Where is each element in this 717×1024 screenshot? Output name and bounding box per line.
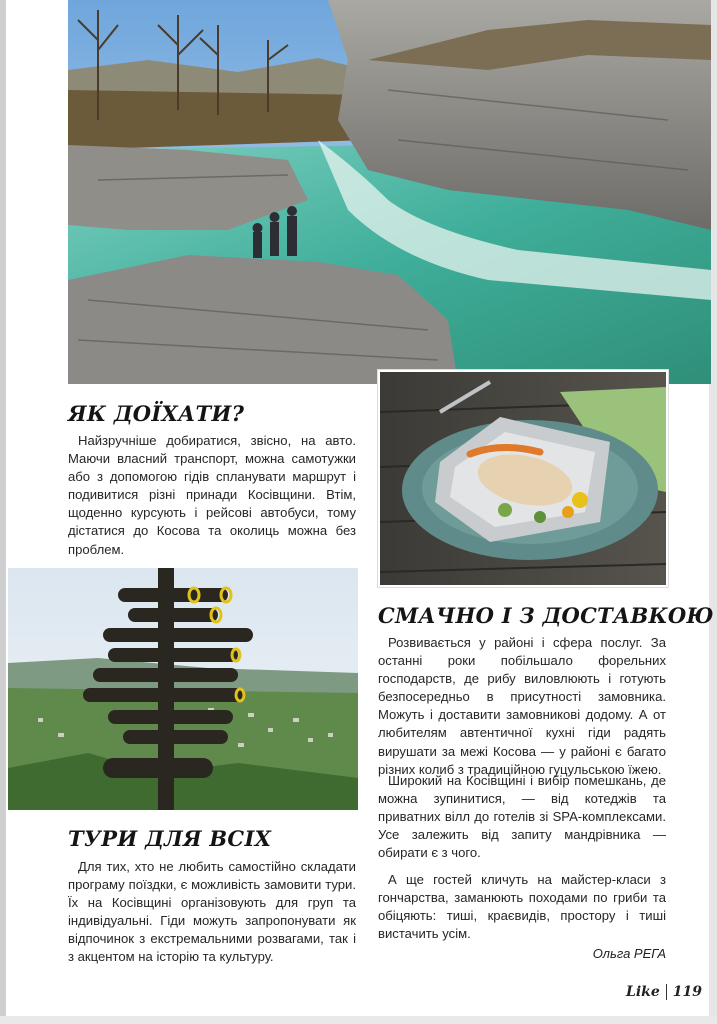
section-heading-food: СМАЧНО І З ДОСТАВКОЮ: [378, 603, 714, 628]
dish-illustration: [380, 372, 666, 585]
signpost-illustration: [8, 568, 358, 810]
page-bottom-edge: [0, 1016, 717, 1024]
grilled-fish-dish-photo: [378, 370, 668, 587]
river-rocks-photo: [68, 0, 711, 384]
page-left-edge: [0, 0, 6, 1024]
section-heading-how-to-get: ЯК ДОЇХАТИ?: [68, 401, 245, 426]
signpost-valley-photo: [8, 568, 358, 810]
folio-divider: [666, 984, 667, 1000]
river-rocks-illustration: [68, 0, 711, 384]
page-number: 119: [672, 984, 703, 1000]
magazine-name: Like: [626, 984, 660, 1000]
page-folio: [626, 984, 702, 1000]
food-paragraph-3: А ще гостей кличуть на майстер-класи з гончарства, заманюють походами по гриби та обіцяють: тиші, краєвидів, простору і тиші вистачить усім.: [378, 872, 666, 942]
food-paragraph-1: Розвивається у районі і сфера послуг. За останні роки побільшало форельних господарств, де рибу виловлюють і готують безпосередньо в присутності замовника. Можуть і доставити замовникові додому. А от любителям автентичної кухні гіди радять вирушати за межі Косова — у районі є багато різних колиб з традиційною гуцульською їжею.: [378, 635, 666, 777]
tours-paragraph: Для тих, хто не любить самостійно складати програму поїздки, є можливість замовити тури. Їх на Косівщині організовують для груп та індивідуальні. Гіди можуть запропонувати як відпочинок з екстремальними розвагами, так і з акцентом на історію та культуру.: [68, 859, 356, 965]
how-to-get-paragraph: Найзручніше добиратися, звісно, на авто. Маючи власний транспорт, можна самотужки або з допомогою гідів спланувати маршрут і подивитися різні принади Косівщини. Втім, щоденно курсують і рейсові автобуси, тому дістатися до Косова та околиць можна без проблем.: [68, 433, 356, 557]
author-byline: Ольга РЕГА: [592, 946, 666, 961]
section-heading-tours: ТУРИ ДЛЯ ВСІХ: [68, 826, 272, 851]
food-paragraph-2: Широкий на Косівщині і вибір помешкань, де можна зупинитися, — від котеджів та приватних вілл до готелів зі SPA-комплексами. Усе залежить від запиту мандрівника — обирати є з чого.: [378, 773, 666, 861]
